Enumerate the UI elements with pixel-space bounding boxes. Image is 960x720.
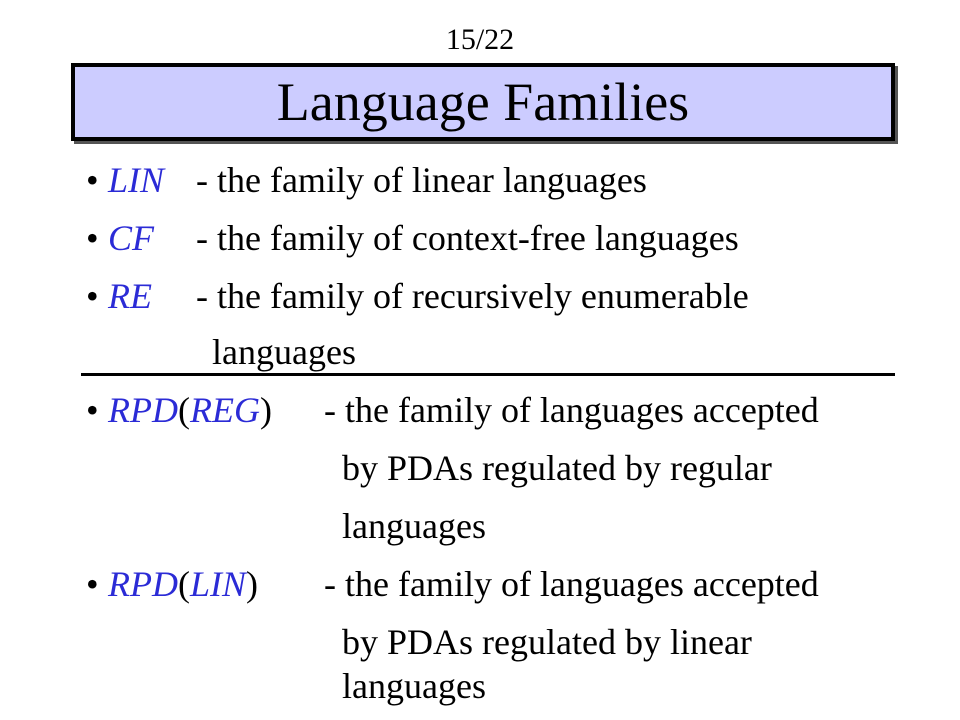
paren-open: ( — [177, 564, 190, 604]
family-description-continuation: by PDAs regulated by regular — [342, 448, 772, 488]
family-abbreviation — [108, 562, 258, 606]
family-description-continuation: languages — [342, 666, 486, 706]
section-divider — [81, 373, 895, 376]
family-abbreviation-outer: RPD — [108, 390, 178, 430]
family-abbreviation — [108, 388, 272, 432]
bullet-glyph: • — [86, 564, 99, 604]
family-description: - the family of context-free languages — [196, 218, 739, 258]
family-abbreviation-outer: RPD — [108, 564, 178, 604]
paren-close: ) — [259, 390, 272, 430]
bullet-glyph: • — [86, 160, 99, 200]
family-description: - the family of linear languages — [196, 160, 647, 200]
page-title: Language Families — [276, 72, 690, 132]
family-abbreviation: LIN — [108, 160, 165, 200]
paren-close: ) — [246, 564, 259, 604]
family-description: - the family of languages accepted — [324, 390, 819, 430]
bullet-glyph: • — [86, 276, 99, 316]
family-abbreviation-inner: LIN — [189, 564, 247, 604]
family-abbreviation: RE — [108, 276, 152, 316]
family-abbreviation: CF — [108, 218, 155, 258]
family-description-continuation: languages — [212, 332, 356, 372]
title-banner — [71, 63, 895, 141]
family-description-continuation: languages — [342, 506, 486, 546]
bullet-glyph: • — [86, 390, 99, 430]
paren-open: ( — [177, 390, 190, 430]
family-description: - the family of recursively enumerable — [196, 276, 749, 316]
family-abbreviation-inner: REG — [189, 390, 260, 430]
bullet-glyph: • — [86, 218, 99, 258]
family-description-continuation: by PDAs regulated by linear — [342, 622, 752, 662]
family-description: - the family of languages accepted — [324, 564, 819, 604]
slide-number: 15/22 — [445, 23, 515, 56]
